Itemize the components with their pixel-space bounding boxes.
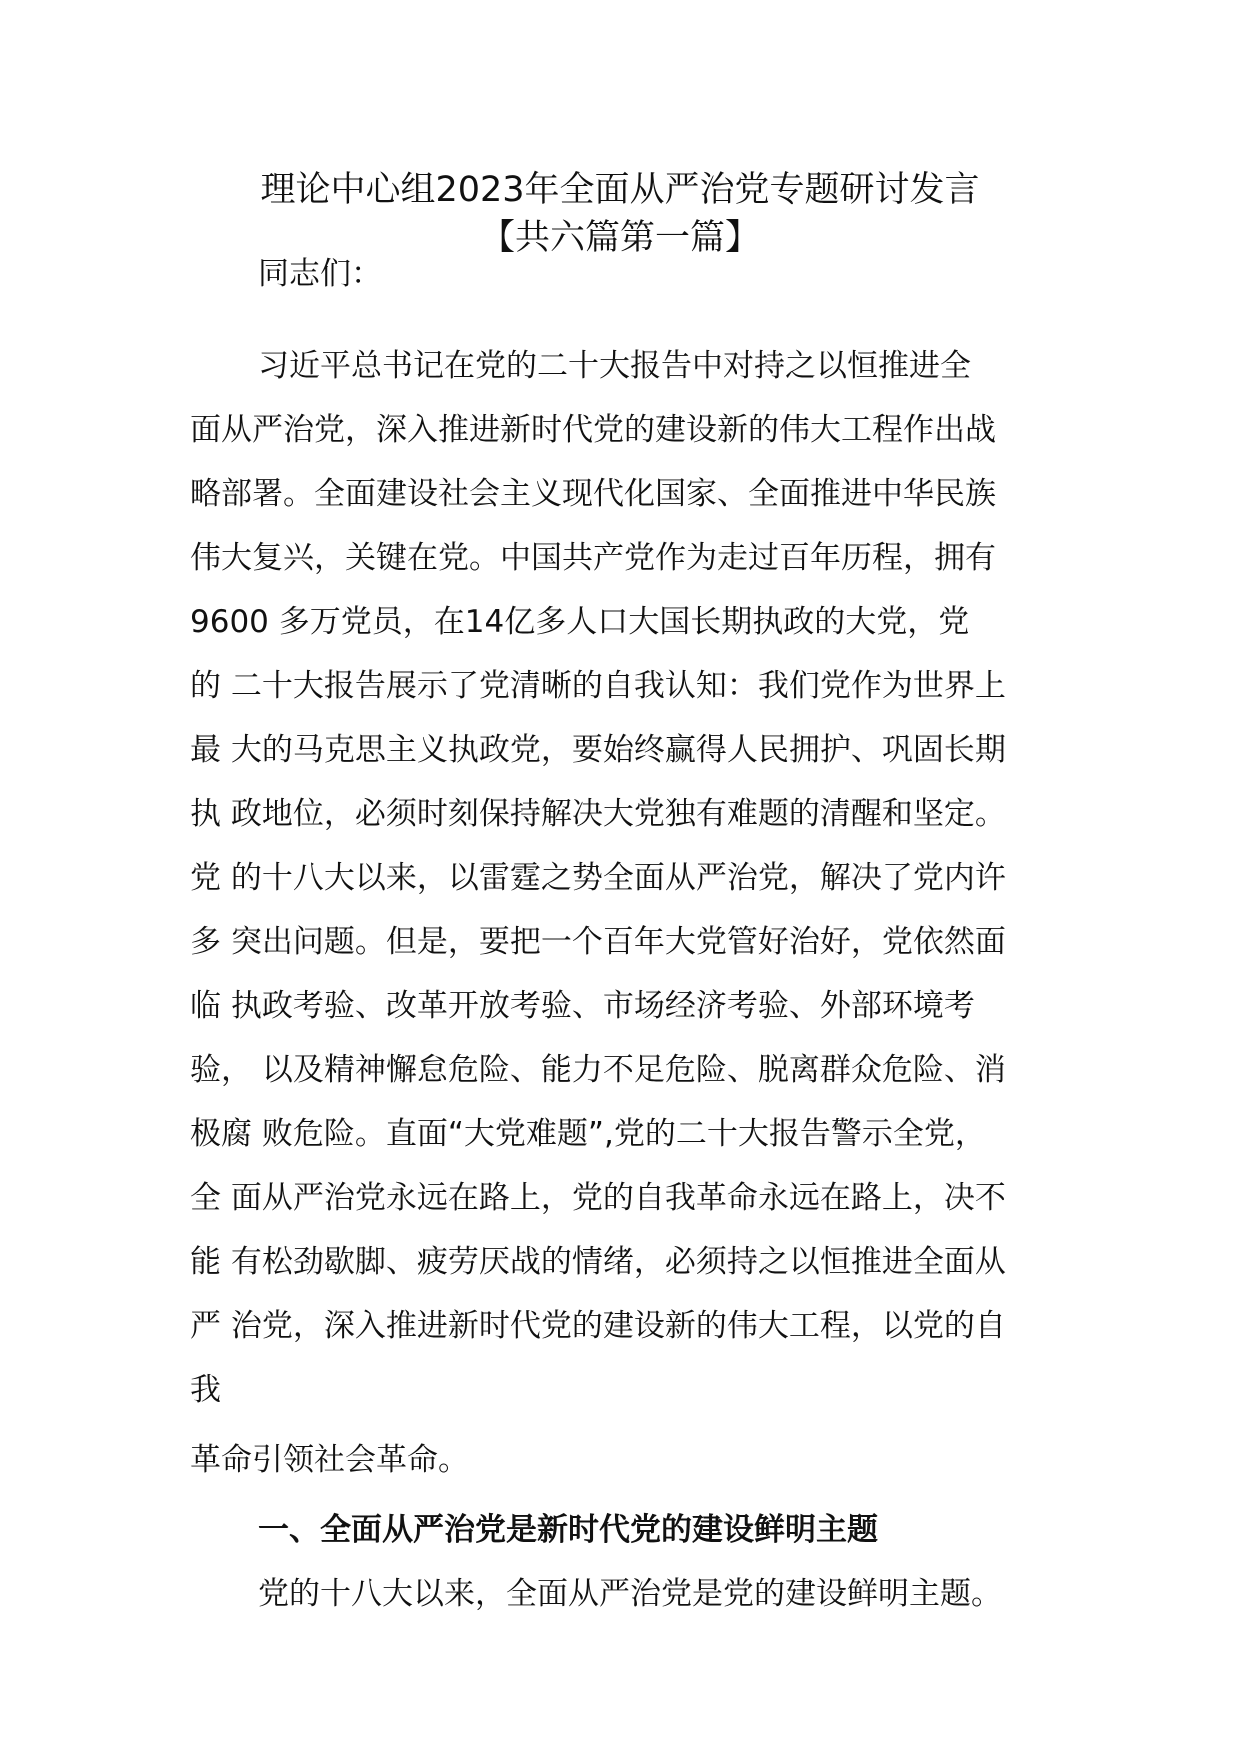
- paragraph-line: 党的十八大以来，全面从严治党是党的建设鲜明主题。: [258, 1576, 1002, 1612]
- paragraph-line: 革命引领社会革命。: [190, 1442, 469, 1478]
- paragraph-line: 全 面从严治党永远在路上，党的自我革命永远在路上，决不: [190, 1180, 1006, 1216]
- paragraph-line: 我: [190, 1372, 221, 1408]
- paragraph-line: 最 大的马克思主义执政党，要始终赢得人民拥护、巩固长期: [190, 732, 1006, 768]
- section-heading: 一、全面从严治党是新时代党的建设鲜明主题: [258, 1512, 878, 1548]
- paragraph-line: 严 治党，深入推进新时代党的建设新的伟大工程，以党的自: [190, 1308, 1006, 1344]
- paragraph-line: 临 执政考验、改革开放考验、市场经济考验、外部环境考: [190, 988, 975, 1024]
- paragraph-line: 极腐 败危险。直面“大党难题”,党的二十大报告警示全党，: [190, 1116, 986, 1152]
- paragraph-line: 面从严治党，深入推进新时代党的建设新的伟大工程作出战: [190, 412, 996, 448]
- paragraph-line: 执 政地位，必须时刻保持解决大党独有难题的清醒和坚定。: [190, 796, 1006, 832]
- paragraph-line: 多 突出问题。但是，要把一个百年大党管好治好，党依然面: [190, 924, 1006, 960]
- paragraph-line: 伟大复兴，关键在党。中国共产党作为走过百年历程，拥有: [190, 540, 996, 576]
- paragraph-line: 能 有松劲歇脚、疲劳厌战的情绪，必须持之以恒推进全面从: [190, 1244, 1006, 1280]
- document-title: 理论中心组2023年全面从严治党专题研讨发言: [260, 170, 980, 210]
- salutation: 同志们：: [258, 256, 382, 292]
- paragraph-line: 验， 以及精神懈怠危险、能力不足危险、脱离群众危险、消: [190, 1052, 1006, 1088]
- paragraph-line: 的 二十大报告展示了党清晰的自我认知：我们党作为世界上: [190, 668, 1006, 704]
- paragraph-line: 9600 多万党员，在14亿多人口大国长期执政的大党，党: [190, 604, 970, 640]
- document-subtitle: 【共六篇第一篇】: [479, 218, 760, 258]
- paragraph-line: 习近平总书记在党的二十大报告中对持之以恒推进全: [258, 348, 971, 384]
- paragraph-line: 党 的十八大以来，以雷霆之势全面从严治党，解决了党内许: [190, 860, 1006, 896]
- paragraph-line: 略部署。全面建设社会主义现代化国家、全面推进中华民族: [190, 476, 996, 512]
